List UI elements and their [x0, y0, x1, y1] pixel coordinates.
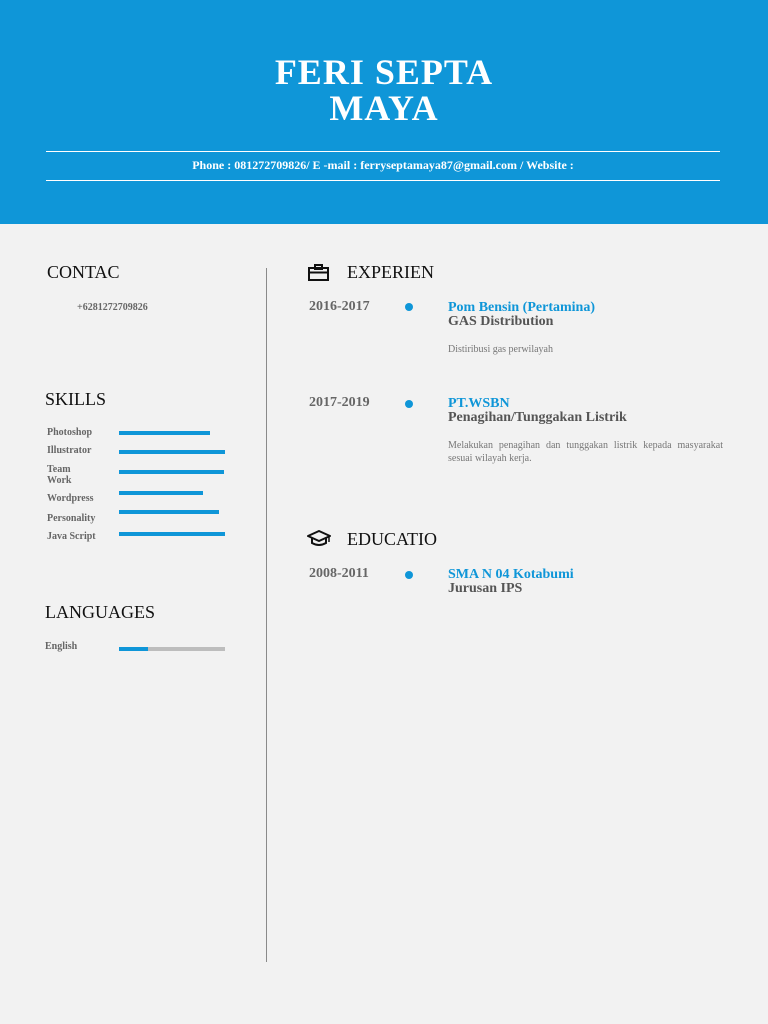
education-major: Jurusan IPS [448, 581, 523, 596]
skill-bar-fill [119, 450, 225, 454]
experience-description: Distiribusi gas perwilayah [448, 344, 553, 355]
skill-bar-fill [119, 431, 210, 435]
skill-label: Java Script [47, 531, 96, 542]
skill-bar [119, 491, 225, 495]
header-banner [0, 0, 768, 224]
skill-bar [119, 510, 225, 514]
experience-company: PT.WSBN [448, 396, 510, 411]
skill-bar [119, 532, 225, 536]
language-bar [119, 647, 225, 651]
skill-bar-fill [119, 491, 203, 495]
skill-label: Personality [47, 513, 96, 524]
experience-role: GAS Distribution [448, 314, 554, 329]
briefcase-icon [308, 264, 329, 286]
skill-bar-fill [119, 532, 225, 536]
experience-company: Pom Bensin (Pertamina) [448, 300, 595, 315]
timeline-dot [405, 400, 413, 408]
skill-label: Wordpress [47, 493, 94, 504]
header-contact-line: Phone : 081272709826/ E -mail : ferryseptamaya87@gmail.com / Website : [192, 158, 574, 172]
skill-label: Team Work [47, 464, 72, 486]
skill-bar [119, 450, 225, 454]
resume-name [0, 54, 768, 126]
name-line-2: MAYA [329, 88, 439, 128]
skill-bar-fill [119, 510, 219, 514]
experience-years: 2016-2017 [309, 299, 370, 314]
experience-description: Melakukan penagihan dan tunggakan listrik kepada masyarakat sesuai wilayah kerja. [448, 440, 723, 464]
skills-section-title: SKILLS [45, 389, 107, 409]
experience-role: Penagihan/Tunggakan Listrik [448, 410, 627, 425]
education-school: SMA N 04 Kotabumi [448, 567, 574, 582]
contact-section-title: CONTAC [47, 262, 120, 282]
skill-label: Illustrator [47, 445, 92, 456]
skill-bar-fill [119, 470, 224, 474]
language-bar-fill [119, 647, 148, 651]
education-section-title: EDUCATIO [347, 529, 437, 549]
header-rule-bottom [46, 180, 720, 181]
name-line-1: FERI SEPTA [274, 52, 494, 92]
languages-section-title: LANGUAGES [45, 602, 155, 622]
graduation-cap-icon [307, 530, 331, 553]
skill-label: Photoshop [47, 427, 93, 438]
education-years: 2008-2011 [309, 566, 369, 581]
skill-bar [119, 470, 225, 474]
skill-bar [119, 431, 225, 435]
timeline-dot [405, 303, 413, 311]
language-label: English [45, 641, 78, 652]
contact-phone: +6281272709826 [77, 302, 148, 313]
experience-section-title: EXPERIEN [347, 262, 434, 282]
timeline-dot [405, 571, 413, 579]
column-divider [266, 268, 267, 962]
experience-years: 2017-2019 [309, 395, 370, 410]
